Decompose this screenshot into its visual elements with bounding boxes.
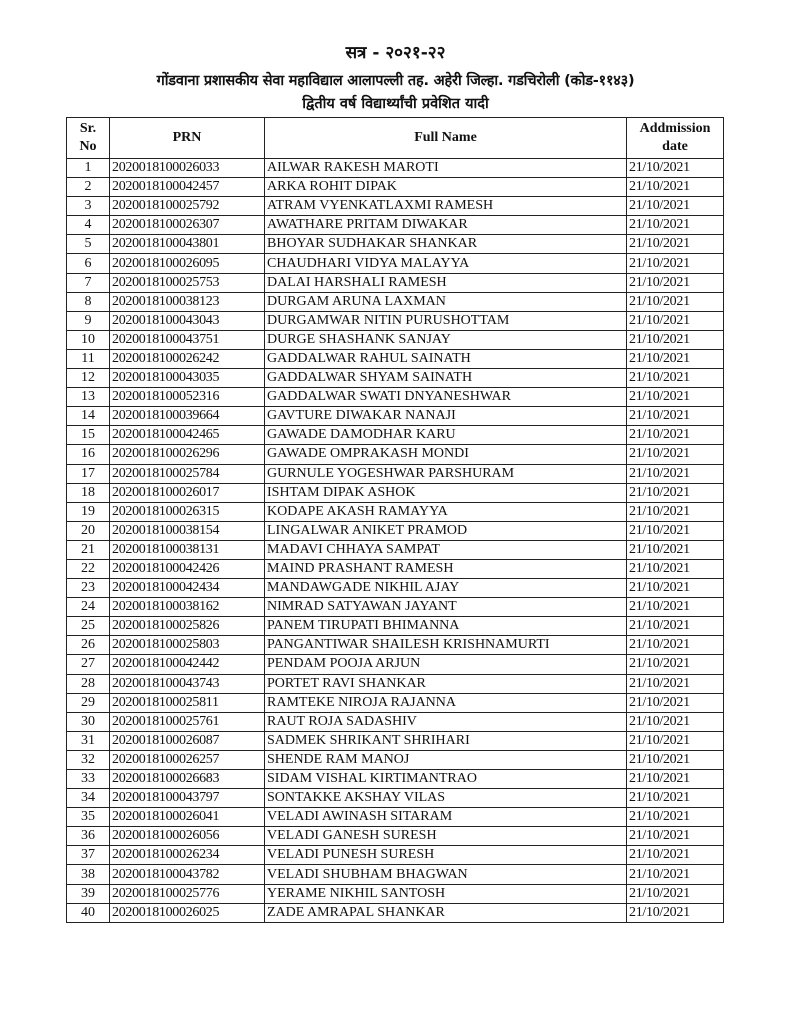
admission-date-cell: 21/10/2021 xyxy=(627,865,724,884)
table-row xyxy=(67,311,724,330)
full-name-cell: ISHTAM DIPAK ASHOK xyxy=(265,483,627,502)
table-row xyxy=(67,349,724,368)
column-header-prn: PRN xyxy=(110,118,265,159)
sr-no-cell: 3 xyxy=(67,197,110,216)
full-name-cell: PANGANTIWAR SHAILESH KRISHNAMURTI xyxy=(265,636,627,655)
prn-cell: 2020018100026296 xyxy=(110,445,265,464)
table-row xyxy=(67,598,724,617)
full-name-cell: MAIND PRASHANT RAMESH xyxy=(265,559,627,578)
full-name-cell: VELADI SHUBHAM BHAGWAN xyxy=(265,865,627,884)
admission-date-cell: 21/10/2021 xyxy=(627,216,724,235)
prn-cell: 2020018100043797 xyxy=(110,789,265,808)
sr-no-cell: 10 xyxy=(67,330,110,349)
full-name-cell: SHENDE RAM MANOJ xyxy=(265,750,627,769)
prn-cell: 2020018100025792 xyxy=(110,197,265,216)
session-heading: सत्र - २०२१-२२ xyxy=(345,43,446,63)
admission-date-cell: 21/10/2021 xyxy=(627,502,724,521)
table-row xyxy=(67,789,724,808)
full-name-cell: AWATHARE PRITAM DIWAKAR xyxy=(265,216,627,235)
admission-date-cell: 21/10/2021 xyxy=(627,292,724,311)
sr-no-cell: 35 xyxy=(67,808,110,827)
admission-date-cell: 21/10/2021 xyxy=(627,693,724,712)
sr-no-cell: 17 xyxy=(67,464,110,483)
table-row xyxy=(67,655,724,674)
sr-no-cell: 19 xyxy=(67,502,110,521)
full-name-cell: PENDAM POOJA ARJUN xyxy=(265,655,627,674)
sr-no-cell: 37 xyxy=(67,846,110,865)
full-name-cell: RAMTEKE NIROJA RAJANNA xyxy=(265,693,627,712)
prn-cell: 2020018100025784 xyxy=(110,464,265,483)
admission-date-cell: 21/10/2021 xyxy=(627,827,724,846)
admission-date-cell: 21/10/2021 xyxy=(627,483,724,502)
sr-no-cell: 30 xyxy=(67,712,110,731)
sr-no-cell: 13 xyxy=(67,388,110,407)
sr-no-cell: 16 xyxy=(67,445,110,464)
sr-no-cell: 22 xyxy=(67,559,110,578)
prn-cell: 2020018100042465 xyxy=(110,426,265,445)
admission-date-cell: 21/10/2021 xyxy=(627,598,724,617)
sr-no-cell: 38 xyxy=(67,865,110,884)
admission-date-cell: 21/10/2021 xyxy=(627,655,724,674)
full-name-cell: GAVTURE DIWAKAR NANAJI xyxy=(265,407,627,426)
admission-date-cell: 21/10/2021 xyxy=(627,808,724,827)
sr-no-cell: 11 xyxy=(67,349,110,368)
admission-date-cell: 21/10/2021 xyxy=(627,235,724,254)
full-name-cell: DALAI HARSHALI RAMESH xyxy=(265,273,627,292)
table-row xyxy=(67,273,724,292)
admission-date-cell: 21/10/2021 xyxy=(627,159,724,178)
prn-cell: 2020018100026056 xyxy=(110,827,265,846)
prn-cell: 2020018100043043 xyxy=(110,311,265,330)
prn-cell: 2020018100026025 xyxy=(110,903,265,922)
table-row xyxy=(67,235,724,254)
admission-date-cell: 21/10/2021 xyxy=(627,579,724,598)
prn-cell: 2020018100026095 xyxy=(110,254,265,273)
prn-cell: 2020018100026017 xyxy=(110,483,265,502)
sr-no-cell: 18 xyxy=(67,483,110,502)
prn-cell: 2020018100038131 xyxy=(110,540,265,559)
table-header-row xyxy=(67,118,724,159)
full-name-cell: ARKA ROHIT DIPAK xyxy=(265,178,627,197)
table-row xyxy=(67,846,724,865)
full-name-cell: VELADI AWINASH SITARAM xyxy=(265,808,627,827)
table-row xyxy=(67,426,724,445)
prn-cell: 2020018100026257 xyxy=(110,750,265,769)
admission-date-cell: 21/10/2021 xyxy=(627,636,724,655)
full-name-cell: AILWAR RAKESH MAROTI xyxy=(265,159,627,178)
admission-date-cell: 21/10/2021 xyxy=(627,846,724,865)
table-row xyxy=(67,483,724,502)
table-row xyxy=(67,540,724,559)
table-row xyxy=(67,693,724,712)
full-name-cell: GADDALWAR SWATI DNYANESHWAR xyxy=(265,388,627,407)
full-name-cell: ZADE AMRAPAL SHANKAR xyxy=(265,903,627,922)
full-name-cell: RAUT ROJA SADASHIV xyxy=(265,712,627,731)
prn-cell: 2020018100026041 xyxy=(110,808,265,827)
column-header-admission-date xyxy=(627,118,724,159)
prn-cell: 2020018100043035 xyxy=(110,369,265,388)
table-row xyxy=(67,636,724,655)
list-subtitle: द्वितीय वर्ष विद्यार्थ्यांची प्रवेशित यादी xyxy=(302,96,489,112)
prn-cell: 2020018100042457 xyxy=(110,178,265,197)
sr-no-cell: 33 xyxy=(67,770,110,789)
sr-no-cell: 5 xyxy=(67,235,110,254)
table-row xyxy=(67,445,724,464)
table-row xyxy=(67,216,724,235)
prn-cell: 2020018100042442 xyxy=(110,655,265,674)
admission-date-cell: 21/10/2021 xyxy=(627,559,724,578)
full-name-cell: GAWADE OMPRAKASH MONDI xyxy=(265,445,627,464)
full-name-cell: LINGALWAR ANIKET PRAMOD xyxy=(265,521,627,540)
full-name-cell: PANEM TIRUPATI BHIMANNA xyxy=(265,617,627,636)
admission-date-cell: 21/10/2021 xyxy=(627,426,724,445)
admission-date-cell: 21/10/2021 xyxy=(627,617,724,636)
prn-cell: 2020018100038123 xyxy=(110,292,265,311)
table-row xyxy=(67,159,724,178)
sr-no-cell: 28 xyxy=(67,674,110,693)
admission-date-cell: 21/10/2021 xyxy=(627,789,724,808)
admission-date-cell: 21/10/2021 xyxy=(627,540,724,559)
table-row xyxy=(67,808,724,827)
prn-cell: 2020018100025761 xyxy=(110,712,265,731)
table-row xyxy=(67,464,724,483)
table-row xyxy=(67,712,724,731)
sr-no-cell: 14 xyxy=(67,407,110,426)
sr-no-cell: 39 xyxy=(67,884,110,903)
full-name-cell: NIMRAD SATYAWAN JAYANT xyxy=(265,598,627,617)
full-name-cell: CHAUDHARI VIDYA MALAYYA xyxy=(265,254,627,273)
admission-date-cell: 21/10/2021 xyxy=(627,369,724,388)
full-name-cell: BHOYAR SUDHAKAR SHANKAR xyxy=(265,235,627,254)
full-name-cell: GADDALWAR SHYAM SAINATH xyxy=(265,369,627,388)
table-row xyxy=(67,827,724,846)
admission-date-cell: 21/10/2021 xyxy=(627,445,724,464)
full-name-cell: ATRAM VYENKATLAXMI RAMESH xyxy=(265,197,627,216)
admission-date-header-line-2: date xyxy=(662,139,688,154)
admission-date-cell: 21/10/2021 xyxy=(627,178,724,197)
sr-no-cell: 31 xyxy=(67,731,110,750)
prn-cell: 2020018100026315 xyxy=(110,502,265,521)
prn-cell: 2020018100042426 xyxy=(110,559,265,578)
table-row xyxy=(67,559,724,578)
table-row xyxy=(67,617,724,636)
college-heading: गोंडवाना प्रशासकीय सेवा महाविद्याल आलापल्ली तह. अहेरी जिल्हा. गडचिरोली (कोड-११४३) xyxy=(156,73,635,89)
admission-date-cell: 21/10/2021 xyxy=(627,197,724,216)
full-name-cell: GURNULE YOGESHWAR PARSHURAM xyxy=(265,464,627,483)
table-row xyxy=(67,369,724,388)
table-row xyxy=(67,254,724,273)
full-name-cell: MANDAWGADE NIKHIL AJAY xyxy=(265,579,627,598)
sr-no-cell: 24 xyxy=(67,598,110,617)
admission-date-cell: 21/10/2021 xyxy=(627,254,724,273)
sr-no-cell: 8 xyxy=(67,292,110,311)
table-row xyxy=(67,903,724,922)
table-row xyxy=(67,178,724,197)
prn-cell: 2020018100038162 xyxy=(110,598,265,617)
table-row xyxy=(67,884,724,903)
sr-no-cell: 29 xyxy=(67,693,110,712)
admission-date-cell: 21/10/2021 xyxy=(627,521,724,540)
prn-cell: 2020018100026307 xyxy=(110,216,265,235)
table-row xyxy=(67,197,724,216)
prn-cell: 2020018100025753 xyxy=(110,273,265,292)
sr-no-cell: 27 xyxy=(67,655,110,674)
full-name-cell: GADDALWAR RAHUL SAINATH xyxy=(265,349,627,368)
sr-no-cell: 25 xyxy=(67,617,110,636)
prn-cell: 2020018100052316 xyxy=(110,388,265,407)
sr-no-cell: 1 xyxy=(67,159,110,178)
admission-list-table xyxy=(66,117,724,923)
admission-date-cell: 21/10/2021 xyxy=(627,464,724,483)
sr-no-cell: 15 xyxy=(67,426,110,445)
table-row xyxy=(67,502,724,521)
prn-cell: 2020018100043782 xyxy=(110,865,265,884)
admission-date-cell: 21/10/2021 xyxy=(627,750,724,769)
sr-no-header-line-2: No xyxy=(79,139,97,154)
admission-date-cell: 21/10/2021 xyxy=(627,884,724,903)
sr-no-cell: 26 xyxy=(67,636,110,655)
prn-cell: 2020018100026242 xyxy=(110,349,265,368)
sr-no-cell: 4 xyxy=(67,216,110,235)
sr-no-cell: 23 xyxy=(67,579,110,598)
admission-date-cell: 21/10/2021 xyxy=(627,407,724,426)
admission-date-cell: 21/10/2021 xyxy=(627,311,724,330)
sr-no-cell: 9 xyxy=(67,311,110,330)
column-header-sr-no xyxy=(67,118,110,159)
admission-date-cell: 21/10/2021 xyxy=(627,712,724,731)
admission-date-cell: 21/10/2021 xyxy=(627,388,724,407)
full-name-cell: KODAPE AKASH RAMAYYA xyxy=(265,502,627,521)
table-row xyxy=(67,521,724,540)
prn-cell: 2020018100038154 xyxy=(110,521,265,540)
column-header-full-name: Full Name xyxy=(265,118,627,159)
full-name-cell: PORTET RAVI SHANKAR xyxy=(265,674,627,693)
table-row xyxy=(67,292,724,311)
table-row xyxy=(67,731,724,750)
table-row xyxy=(67,330,724,349)
full-name-cell: SONTAKKE AKSHAY VILAS xyxy=(265,789,627,808)
full-name-cell: DURGAMWAR NITIN PURUSHOTTAM xyxy=(265,311,627,330)
table-row xyxy=(67,407,724,426)
full-name-cell: GAWADE DAMODHAR KARU xyxy=(265,426,627,445)
full-name-cell: YERAME NIKHIL SANTOSH xyxy=(265,884,627,903)
full-name-cell: VELADI PUNESH SURESH xyxy=(265,846,627,865)
prn-cell: 2020018100025776 xyxy=(110,884,265,903)
admission-date-cell: 21/10/2021 xyxy=(627,349,724,368)
prn-cell: 2020018100043751 xyxy=(110,330,265,349)
admission-date-header-line-1: Addmission xyxy=(639,120,711,136)
prn-cell: 2020018100025811 xyxy=(110,693,265,712)
sr-no-cell: 36 xyxy=(67,827,110,846)
full-name-cell: MADAVI CHHAYA SAMPAT xyxy=(265,540,627,559)
sr-no-cell: 6 xyxy=(67,254,110,273)
prn-cell: 2020018100043801 xyxy=(110,235,265,254)
admission-date-cell: 21/10/2021 xyxy=(627,770,724,789)
prn-cell: 2020018100025803 xyxy=(110,636,265,655)
full-name-cell: DURGE SHASHANK SANJAY xyxy=(265,330,627,349)
prn-cell: 2020018100026683 xyxy=(110,770,265,789)
admission-date-cell: 21/10/2021 xyxy=(627,273,724,292)
sr-no-cell: 32 xyxy=(67,750,110,769)
sr-no-cell: 7 xyxy=(67,273,110,292)
prn-cell: 2020018100042434 xyxy=(110,579,265,598)
sr-no-cell: 34 xyxy=(67,789,110,808)
admission-date-cell: 21/10/2021 xyxy=(627,903,724,922)
table-row xyxy=(67,579,724,598)
sr-no-cell: 20 xyxy=(67,521,110,540)
table-row xyxy=(67,770,724,789)
prn-cell: 2020018100026234 xyxy=(110,846,265,865)
prn-cell: 2020018100026033 xyxy=(110,159,265,178)
prn-cell: 2020018100043743 xyxy=(110,674,265,693)
sr-no-cell: 12 xyxy=(67,369,110,388)
sr-no-cell: 2 xyxy=(67,178,110,197)
prn-cell: 2020018100039664 xyxy=(110,407,265,426)
full-name-cell: DURGAM ARUNA LAXMAN xyxy=(265,292,627,311)
prn-cell: 2020018100026087 xyxy=(110,731,265,750)
admission-date-cell: 21/10/2021 xyxy=(627,731,724,750)
full-name-cell: VELADI GANESH SURESH xyxy=(265,827,627,846)
admission-date-cell: 21/10/2021 xyxy=(627,674,724,693)
full-name-cell: SIDAM VISHAL KIRTIMANTRAO xyxy=(265,770,627,789)
admission-date-cell: 21/10/2021 xyxy=(627,330,724,349)
table-row xyxy=(67,388,724,407)
sr-no-header-line-1: Sr. xyxy=(79,120,97,136)
prn-cell: 2020018100025826 xyxy=(110,617,265,636)
table-body xyxy=(67,159,724,923)
table-row xyxy=(67,674,724,693)
table-row xyxy=(67,750,724,769)
sr-no-cell: 21 xyxy=(67,540,110,559)
sr-no-cell: 40 xyxy=(67,903,110,922)
table-row xyxy=(67,865,724,884)
full-name-cell: SADMEK SHRIKANT SHRIHARI xyxy=(265,731,627,750)
